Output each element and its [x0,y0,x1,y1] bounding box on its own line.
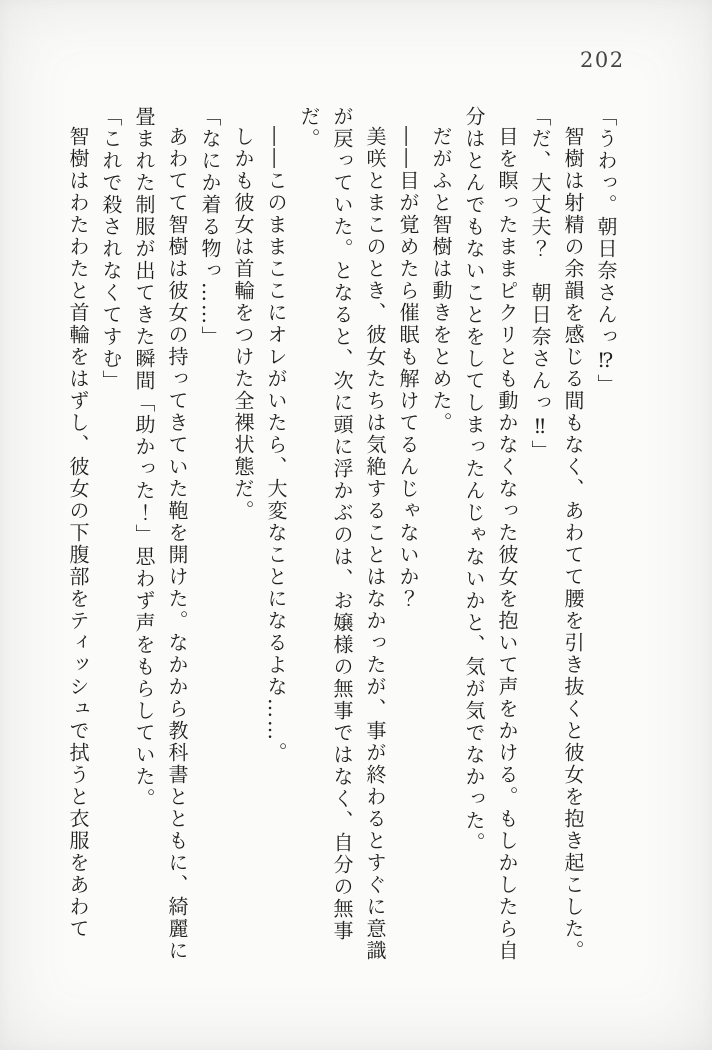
body-text [61,106,622,964]
dialogue-line: 「だ、大丈夫？ 朝日奈さんっ‼」 [528,106,552,462]
narration-paragraph: あわてて智樹は彼女の持ってきていた鞄を開けた。なかから教科書とともに、綺麗に畳まれた制服が出てきた瞬間「助かった！」思わず声をもらしていた。 [132,106,189,962]
inner-monologue-line: ――このままここにオレがいたら、大変なことになるよな……。 [264,126,288,764]
page-number: 202 [580,48,625,72]
narration-paragraph: 智樹はわたわたと首輪をはずし、彼女の下腹部をティッシュで拭うと衣服をあわて [66,126,90,940]
narration-paragraph: 目を瞑ったままピクリとも動かなくなった彼女を抱いて声をかける。もしかしたら自分はとんでもないことをしてしまったんじゃないかと、気が気でなかった。 [462,106,519,962]
inner-monologue-line: ――目が覚めたら催眠も解けてるんじゃないか？ [396,126,420,610]
dialogue-line: 「うわっ。朝日奈さんっ⁉」 [594,106,618,396]
dialogue-line: 「これで殺されなくてすむ」 [99,106,123,392]
dialogue-line: 「なにか着る物っ……」 [198,106,222,348]
narration-paragraph: だがふと智樹は動きをとめた。 [429,126,453,434]
narration-paragraph: 智樹は射精の余韻を感じる間もなく、あわてて腰を引き抜くと彼女を抱き起こした。 [561,126,585,962]
narration-paragraph: しかも彼女は首輪をつけた全裸状態だ。 [231,126,255,522]
narration-paragraph: 美咲とまこのとき、彼女たちは気絶することはなかったが、事が終わるとすぐに意識が戻っていた。となると、次に頭に浮かぶのは、お嬢様の無事ではなく、自分の無事だ。 [297,106,387,962]
